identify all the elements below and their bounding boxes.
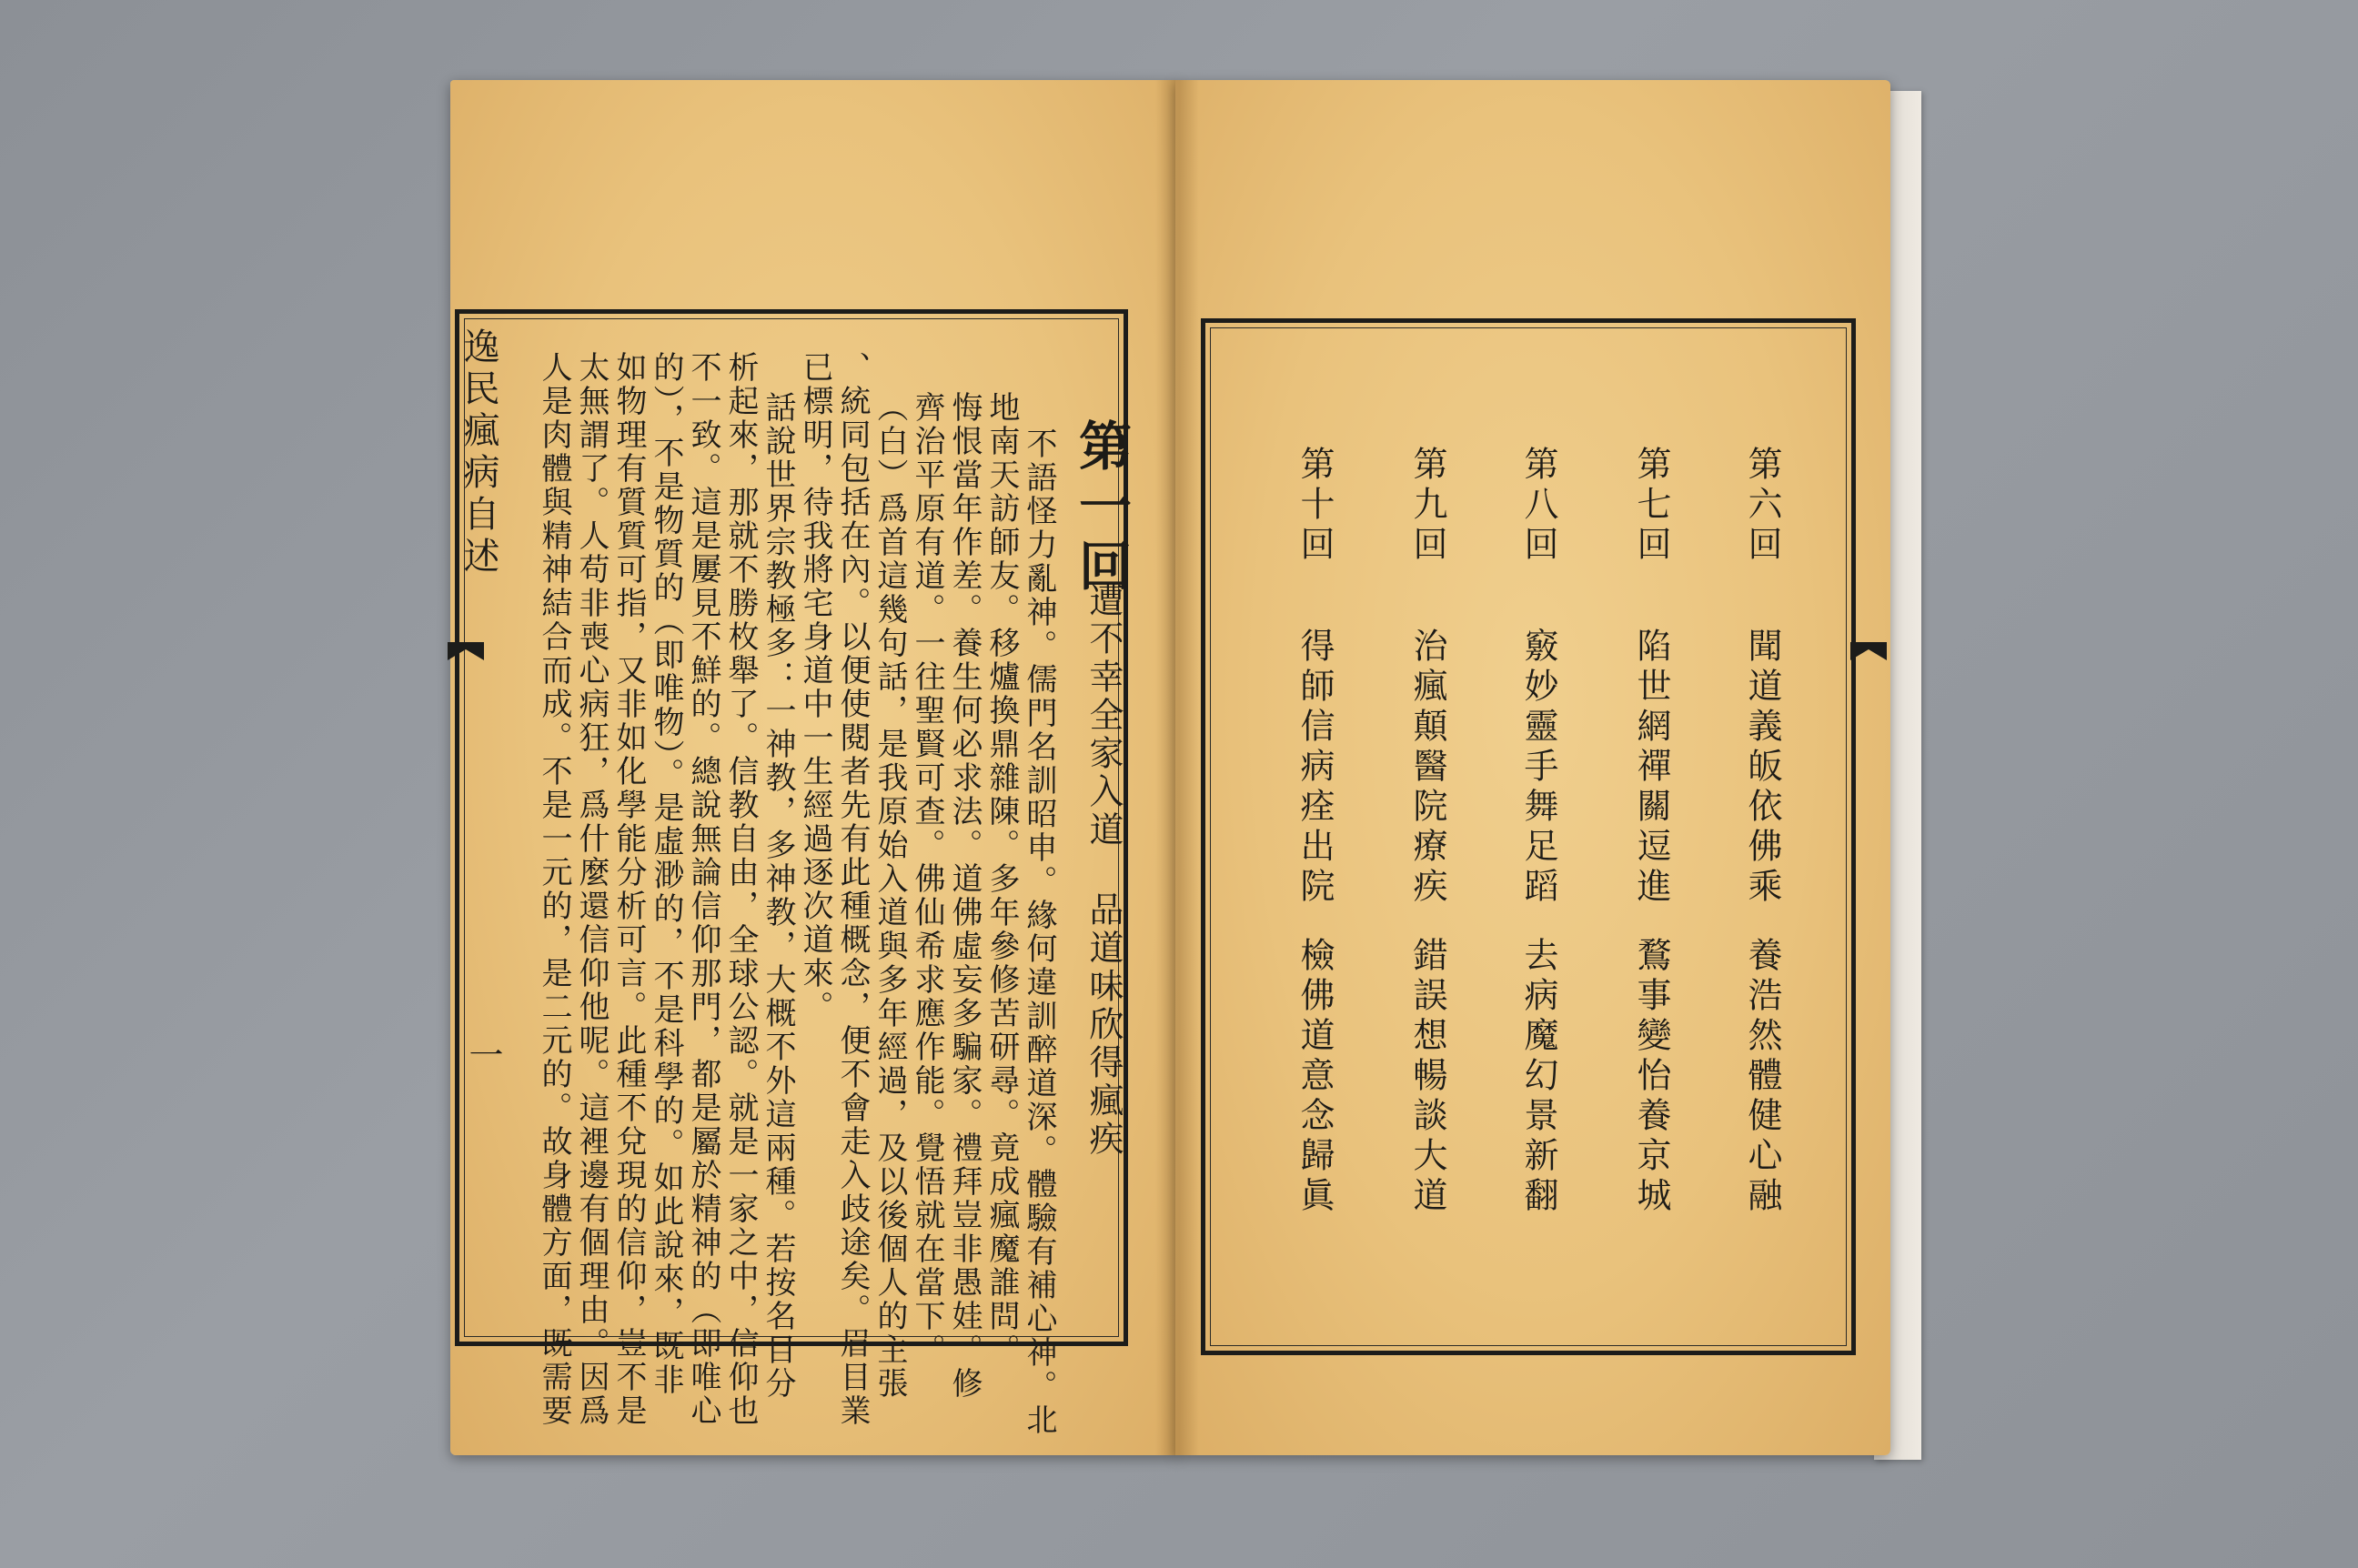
text-column: 人是肉體與精神結合而成。不是一元的，是二元的。故身體方面，既需要 bbox=[536, 351, 572, 1428]
side-title: 逸民瘋病自述 bbox=[458, 327, 499, 578]
toc-title-a: 聞道義皈依佛乘 bbox=[1742, 628, 1782, 908]
chapter-heading: 第一回 bbox=[1070, 418, 1132, 598]
text-column: 、統同包括在內。以便使閱者先有此種概念，便不會走入歧途矣。眉目業 bbox=[834, 351, 871, 1428]
toc-title-a: 得師信病痊出院 bbox=[1295, 628, 1335, 908]
text-column: 不一致。這是屢見不鮮的。總說無論信仰那門，都是屬於精神的（即唯心 bbox=[685, 351, 721, 1428]
text-column: 話說世界宗教極多：一神教，多神教，大概不外這兩種。若按名目分 bbox=[760, 391, 796, 1401]
toc-title-a: 竅妙靈手舞足蹈 bbox=[1518, 628, 1558, 908]
text-column: 析起來，那就不勝枚舉了。信教自由，全球公認。就是一家之中，信仰也 bbox=[722, 351, 759, 1428]
toc-title-b: 鶩事變怡養京城 bbox=[1631, 937, 1671, 1217]
text-column: 地南天訪師友。移爐換鼎雜陳。多年參修苦研尋。竟成瘋魔誰問。 bbox=[983, 391, 1020, 1367]
chapter-title-part1: 遭不幸全家入道 bbox=[1083, 582, 1124, 849]
toc-title-b: 檢佛道意念歸眞 bbox=[1295, 937, 1335, 1217]
toc-title-b: 錯誤想暢談大道 bbox=[1407, 937, 1447, 1217]
text-column: 齊治平原有道。一往聖賢可查。佛仙希求應作能。覺悟就在當下。 bbox=[909, 391, 945, 1367]
toc-title-a: 陷世網禪關逗進 bbox=[1631, 628, 1671, 908]
toc-chapter-number: 第八回 bbox=[1518, 446, 1558, 566]
toc-title-a: 治瘋顛醫院療疾 bbox=[1407, 628, 1447, 908]
book-gutter bbox=[1155, 80, 1199, 1455]
toc-chapter-number: 第十回 bbox=[1295, 446, 1335, 566]
text-column: 的），不是物質的（即唯物）。是虛渺的，不是科學的。如此說來，既非 bbox=[648, 351, 684, 1397]
toc-chapter-number: 第七回 bbox=[1631, 446, 1671, 566]
text-column: 不語怪力亂神。儒門名訓昭申。緣何違訓醉道深。體驗有補心神。北 bbox=[1021, 427, 1057, 1437]
chapter-title-part2: 品道味欣得瘋疾 bbox=[1083, 891, 1124, 1159]
toc-title-b: 去病魔幻景新翻 bbox=[1518, 937, 1558, 1217]
text-column: 如物理有質質可指，又非如化學能分析可言。此種不兌現的信仰，豈不是 bbox=[610, 351, 647, 1428]
toc-title-b: 養浩然體健心融 bbox=[1742, 937, 1782, 1217]
page-number: 一 bbox=[463, 1037, 503, 1075]
text-column: 已標明，待我將宅身道中一生經過逐次道來。 bbox=[797, 351, 833, 1024]
text-column: 太無謂了。人苟非喪心病狂，爲什麼還信仰他呢。這裡邊有個理由。因爲 bbox=[573, 351, 610, 1428]
text-column: （白）爲首這幾句話，是我原始入道與多年經過，及以後個人的主張 bbox=[872, 391, 908, 1401]
toc-chapter-number: 第九回 bbox=[1407, 446, 1447, 566]
toc-chapter-number: 第六回 bbox=[1742, 446, 1782, 566]
text-column: 悔恨當年作差。養生何必求法。道佛虛妄多騙家。禮拜豈非愚娃。修 bbox=[946, 391, 982, 1401]
